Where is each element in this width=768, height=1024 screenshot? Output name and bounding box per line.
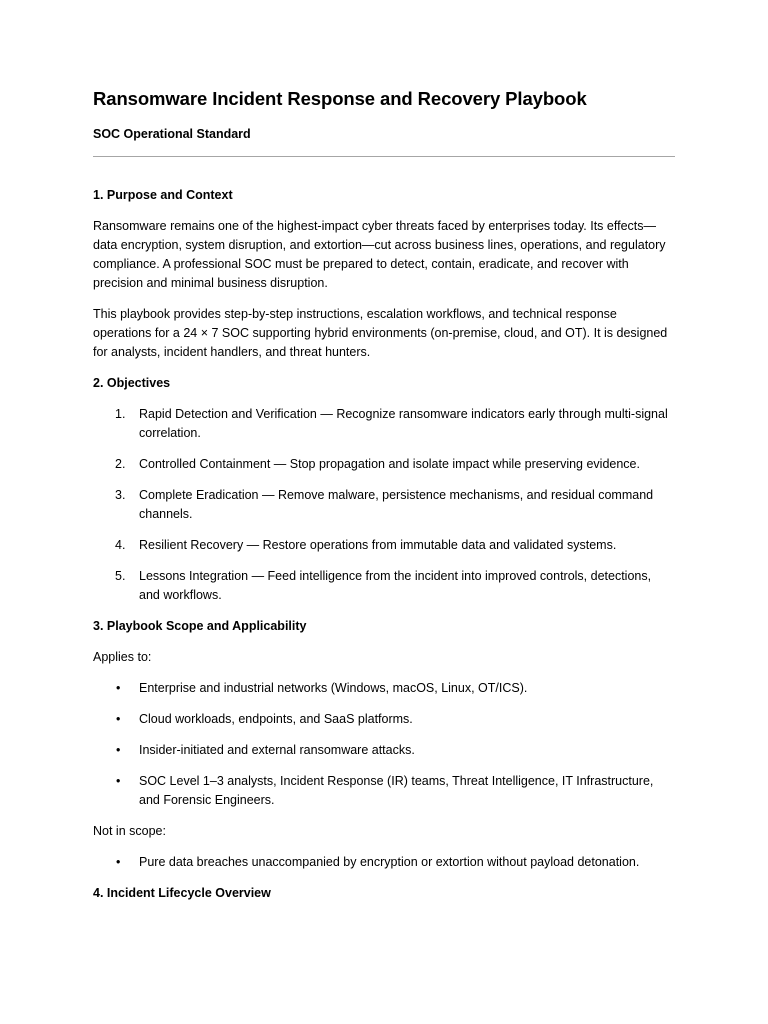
scope-item-text: Cloud workloads, endpoints, and SaaS platforms. [139,712,413,726]
objective-item [93,455,675,474]
section-heading-purpose: 1. Purpose and Context [93,188,233,202]
objective-number: 5. [115,569,126,583]
objective-item [93,405,675,443]
objective-number: 2. [115,457,126,471]
objective-item [93,567,675,605]
scope-list-item [93,679,675,698]
objective-number: 3. [115,488,126,502]
scope-item-text: Insider-initiated and external ransomware attacks. [139,743,415,757]
document-title: Ransomware Incident Response and Recovery Playbook [93,88,587,109]
scope-list-item [93,741,675,760]
objective-item [93,536,675,555]
not-in-scope-list [93,853,675,872]
applies-to-list [93,679,675,810]
section-scope [93,617,675,872]
section-heading-scope: 3. Playbook Scope and Applicability [93,619,307,633]
purpose-paragraph-2: This playbook provides step-by-step instructions, escalation workflows, and technical response operations for a 24 × 7 SOC supporting hybrid environments (on-premise, cloud, and OT). It is designed for analysts, incident handlers, and threat hunters. [93,307,668,359]
scope-list-item [93,772,675,810]
objective-text: Controlled Containment — Stop propagation and isolate impact while preserving evidence. [139,457,640,471]
scope-item-text: Pure data breaches unaccompanied by encryption or extortion without payload detonation. [139,855,640,869]
scope-list-item [93,710,675,729]
section-heading-lifecycle: 4. Incident Lifecycle Overview [93,886,271,900]
objective-number: 1. [115,407,126,421]
scope-item-text: SOC Level 1–3 analysts, Incident Response (IR) teams, Threat Intelligence, IT Infrastructure, and Forensic Engineers. [139,774,654,807]
objective-text: Complete Eradication — Remove malware, persistence mechanisms, and residual command channels. [139,488,654,521]
document-subtitle: SOC Operational Standard [93,127,251,141]
objective-number: 4. [115,538,126,552]
scope-item-text: Enterprise and industrial networks (Windows, macOS, Linux, OT/ICS). [139,681,528,695]
bullet-icon: • [116,774,121,788]
bullet-icon: • [116,681,121,695]
bullet-icon: • [116,743,121,757]
purpose-paragraph-1: Ransomware remains one of the highest-impact cyber threats faced by enterprises today. Its effects—data encryption, system disruption, and extortion—cut across business lines, operations, and regulatory compliance. A professional SOC must be prepared to detect, contain, eradicate, and recover with precision and minimal business disruption. [93,219,666,290]
bullet-icon: • [116,855,121,869]
section-lifecycle [93,884,675,903]
objectives-list [93,405,675,605]
not-in-scope-label: Not in scope: [93,824,166,838]
scope-list-item [93,853,675,872]
objective-text: Lessons Integration — Feed intelligence from the incident into improved controls, detections, and workflows. [139,569,652,602]
applies-to-label: Applies to: [93,650,152,664]
section-objectives [93,374,675,605]
section-heading-objectives: 2. Objectives [93,376,171,390]
bullet-icon: • [116,712,121,726]
objective-text: Resilient Recovery — Restore operations from immutable data and validated systems. [139,538,617,552]
section-purpose [93,186,675,362]
objective-item [93,486,675,524]
objective-text: Rapid Detection and Verification — Recognize ransomware indicators early through multi-signal correlation. [139,407,668,440]
